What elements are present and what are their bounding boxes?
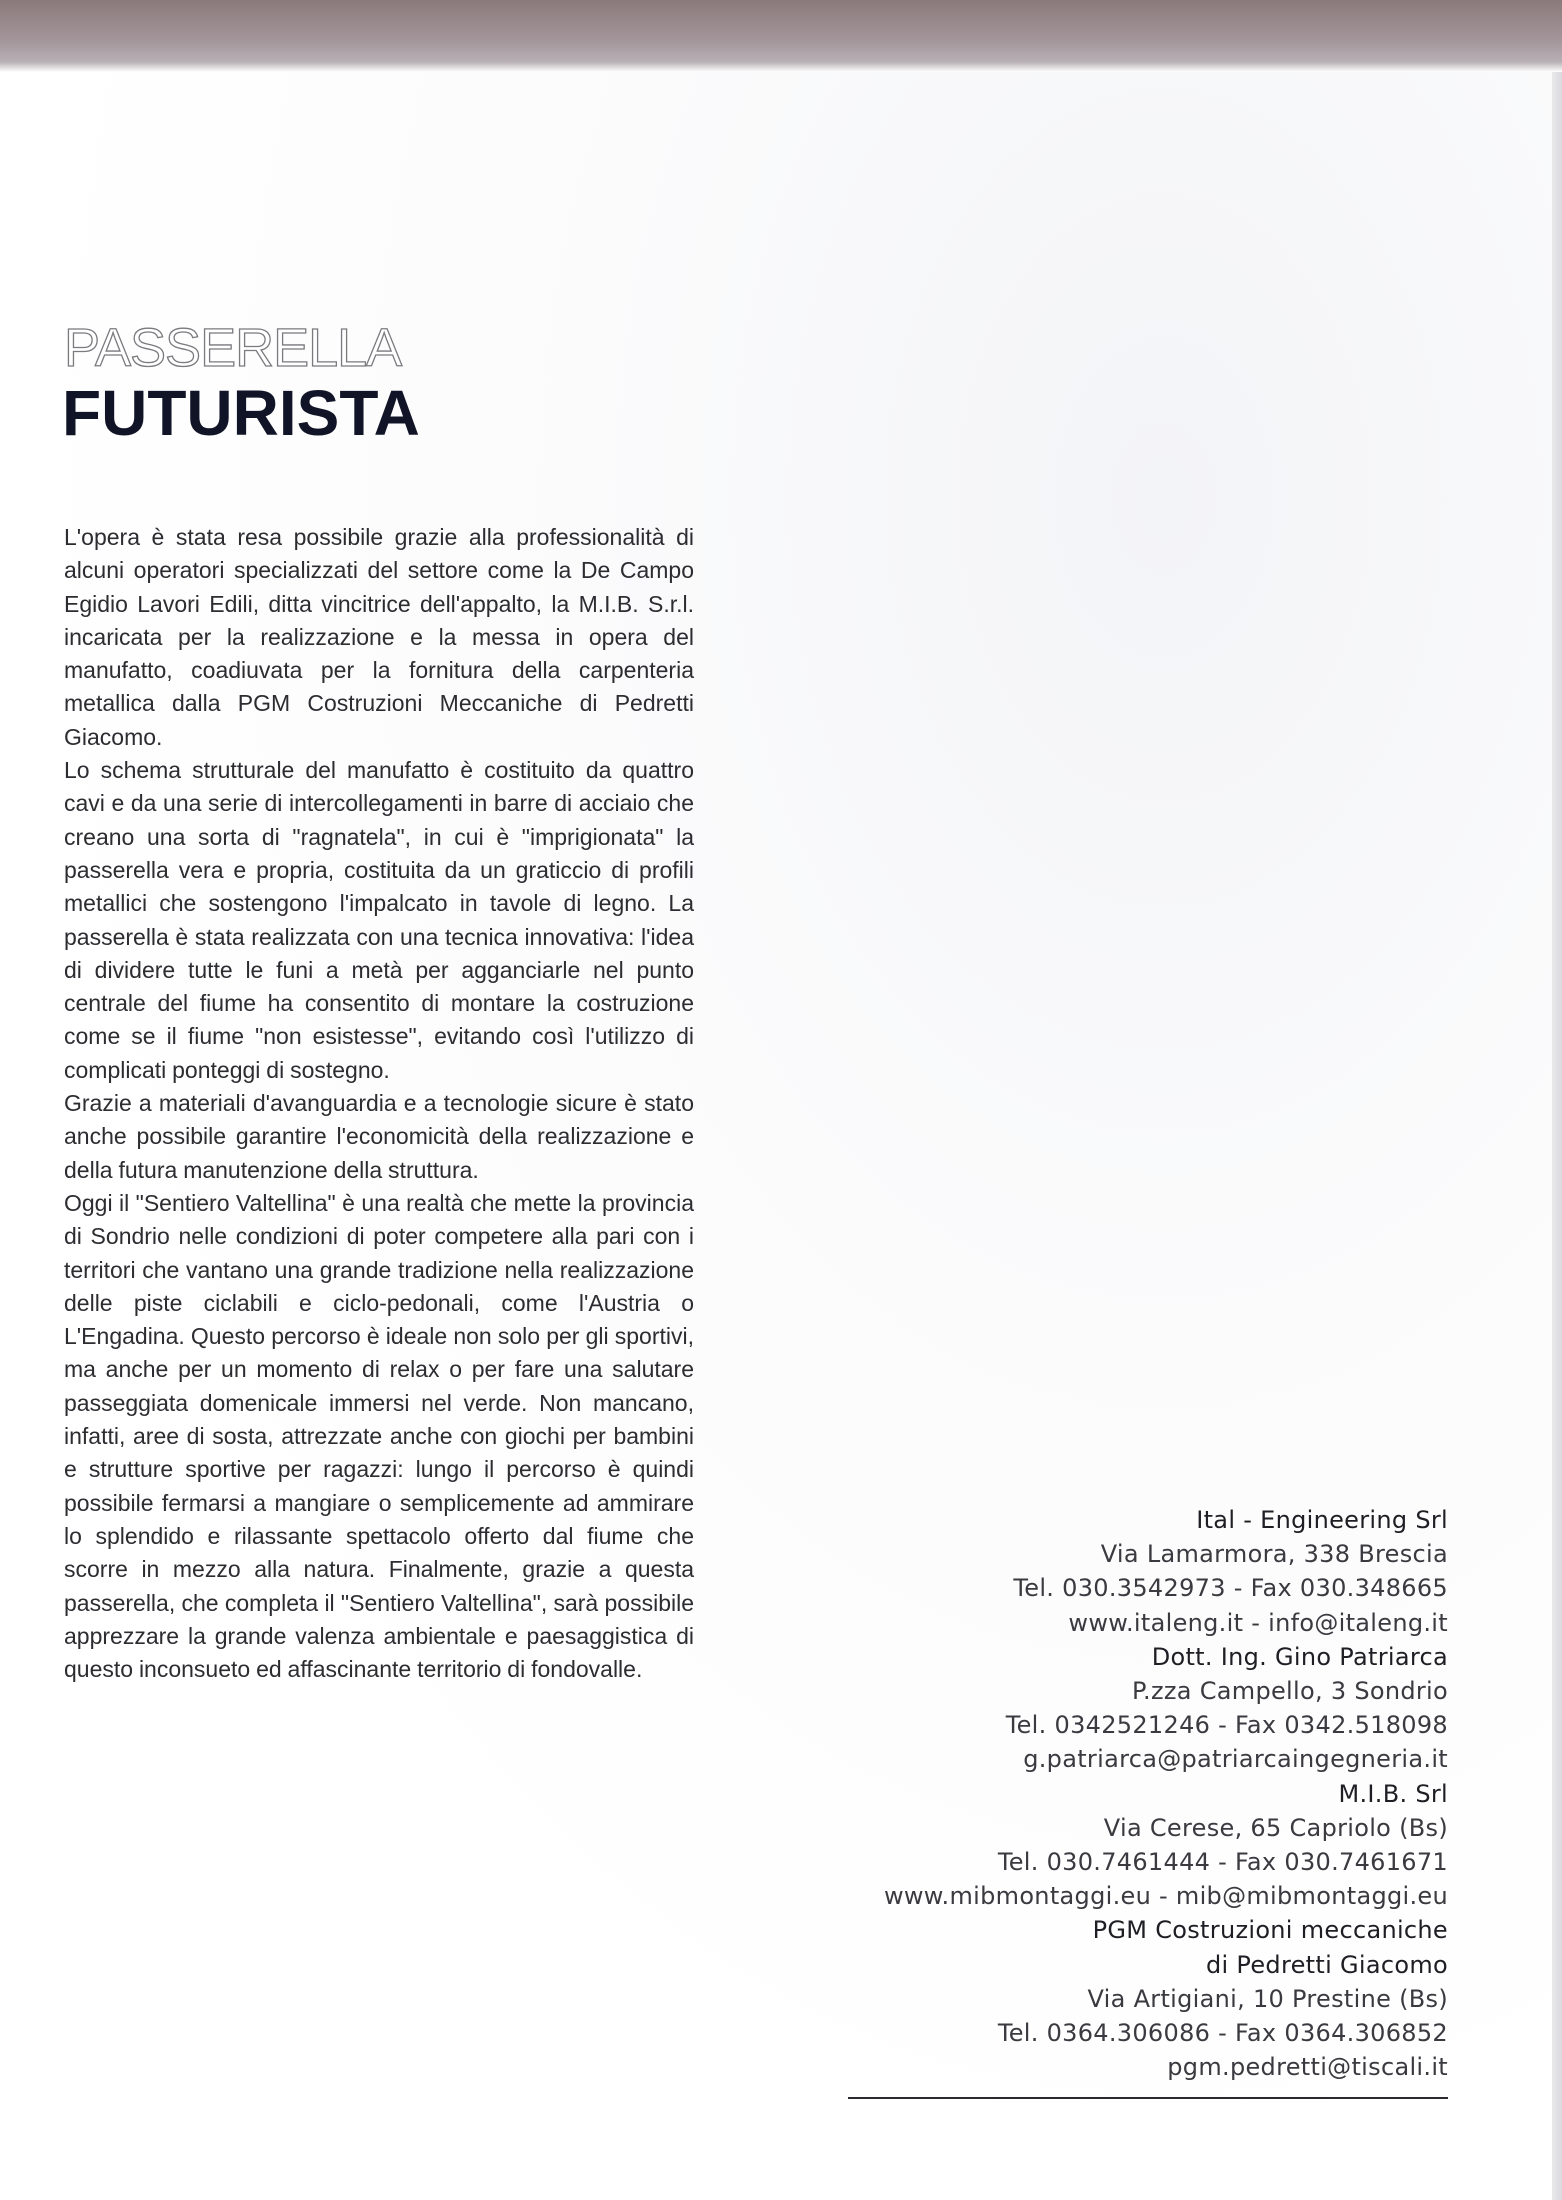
company-phone: Tel. 0342521246 - Fax 0342.518098 <box>1005 1711 1448 1740</box>
article-body <box>64 521 694 1686</box>
company-phone: Tel. 030.3542973 - Fax 030.348665 <box>1013 1574 1448 1603</box>
company-address: P.zza Campello, 3 Sondrio <box>1132 1677 1448 1706</box>
page-edge <box>1552 72 1562 2200</box>
article-paragraph: Lo schema strutturale del manufatto è costituito da quattro cavi e da una serie di intercollegamenti in barre di acciaio che creano una sorta di "ragnatela", in cui è "imprigionata" la passerella vera e propria, costituita da un graticcio di profili metallici che sostengono l'impalcato in tavole di legno. La passerella è stata realizzata con una tecnica innovativa: l'idea di dividere tutte le funi a metà per agganciarle nel punto centrale del fiume ha consentito di montare la costruzione come se il fiume "non esistesse", evitando così l'utilizzo di complicati ponteggi di sostegno. <box>64 757 694 1083</box>
article-paragraph: Oggi il "Sentiero Valtellina" è una realtà che mette la provincia di Sondrio nelle condizioni di poter competere alla pari con i territori che vantano una grande tradizione nella realizzazione delle piste ciclabili e ciclo-pedonali, come l'Austria o L'Engadina. Questo percorso è ideale non solo per gli sportivi, ma anche per un momento di relax o per fare una salutare passeggiata domenicale immersi nel verde. Non mancano, infatti, aree di sosta, attrezzate anche con giochi per bambini e strutture sportive per ragazzi: lungo il percorso è quindi possibile fermarsi a mangiare o semplicemente ad ammirare lo splendido e rilassante spettacolo offerto dal fiume che scorre in mezzo alla natura. Finalmente, grazie a questa passerella, che completa il "Sentiero Valtellina", sarà possibile apprezzare la grande valenza ambientale e paesaggistica di questo inconsueto ed affascinante territorio di fondovalle. <box>64 1189 694 1683</box>
credits-divider <box>848 2097 1448 2099</box>
article-paragraph: L'opera è stata resa possibile grazie alla professionalità di alcuni operatori specializzati del settore come la De Campo Egidio Lavori Edili, ditta vincitrice dell'appalto, la M.I.B. S.r.l. incaricata per la realizzazione e la messa in opera del manufatto, coadiuvata per la fornitura della carpenteria metallica dalla PGM Costruzioni Meccaniche di Pedretti Giacomo. <box>64 524 694 750</box>
company-address: Via Cerese, 65 Capriolo (Bs) <box>1103 1813 1448 1842</box>
company-address: Via Artigiani, 10 Prestine (Bs) <box>1087 1984 1448 2013</box>
company-email: pgm.pedretti@tiscali.it <box>1167 2053 1448 2082</box>
company-web: www.italeng.it - info@italeng.it <box>1068 1608 1448 1637</box>
company-phone: Tel. 030.7461444 - Fax 030.7461671 <box>997 1848 1448 1877</box>
company-name: Dott. Ing. Gino Patriarca <box>1151 1642 1448 1671</box>
company-email: g.patriarca@patriarcaingegneria.it <box>1023 1745 1448 1774</box>
credits-block <box>728 1503 1448 2084</box>
company-name: Ital - Engineering Srl <box>1196 1506 1448 1534</box>
article-paragraph: Grazie a materiali d'avanguardia e a tecnologie sicure è stato anche possibile garantire l'economicità della realizzazione e della futura manutenzione della struttura. <box>64 1090 694 1183</box>
company-name: PGM Costruzioni meccaniche <box>1092 1916 1448 1945</box>
company-address: Via Lamarmora, 338 Brescia <box>1100 1540 1448 1569</box>
article-kicker: PASSERELLA <box>64 318 402 378</box>
article-title: FUTURISTA <box>62 377 420 449</box>
company-web: www.mibmontaggi.eu - mib@mibmontaggi.eu <box>883 1882 1448 1911</box>
company-phone: Tel. 0364.306086 - Fax 0364.306852 <box>997 2019 1448 2048</box>
company-name: M.I.B. Srl <box>1338 1779 1448 1808</box>
company-name: di Pedretti Giacomo <box>1206 1950 1448 1979</box>
